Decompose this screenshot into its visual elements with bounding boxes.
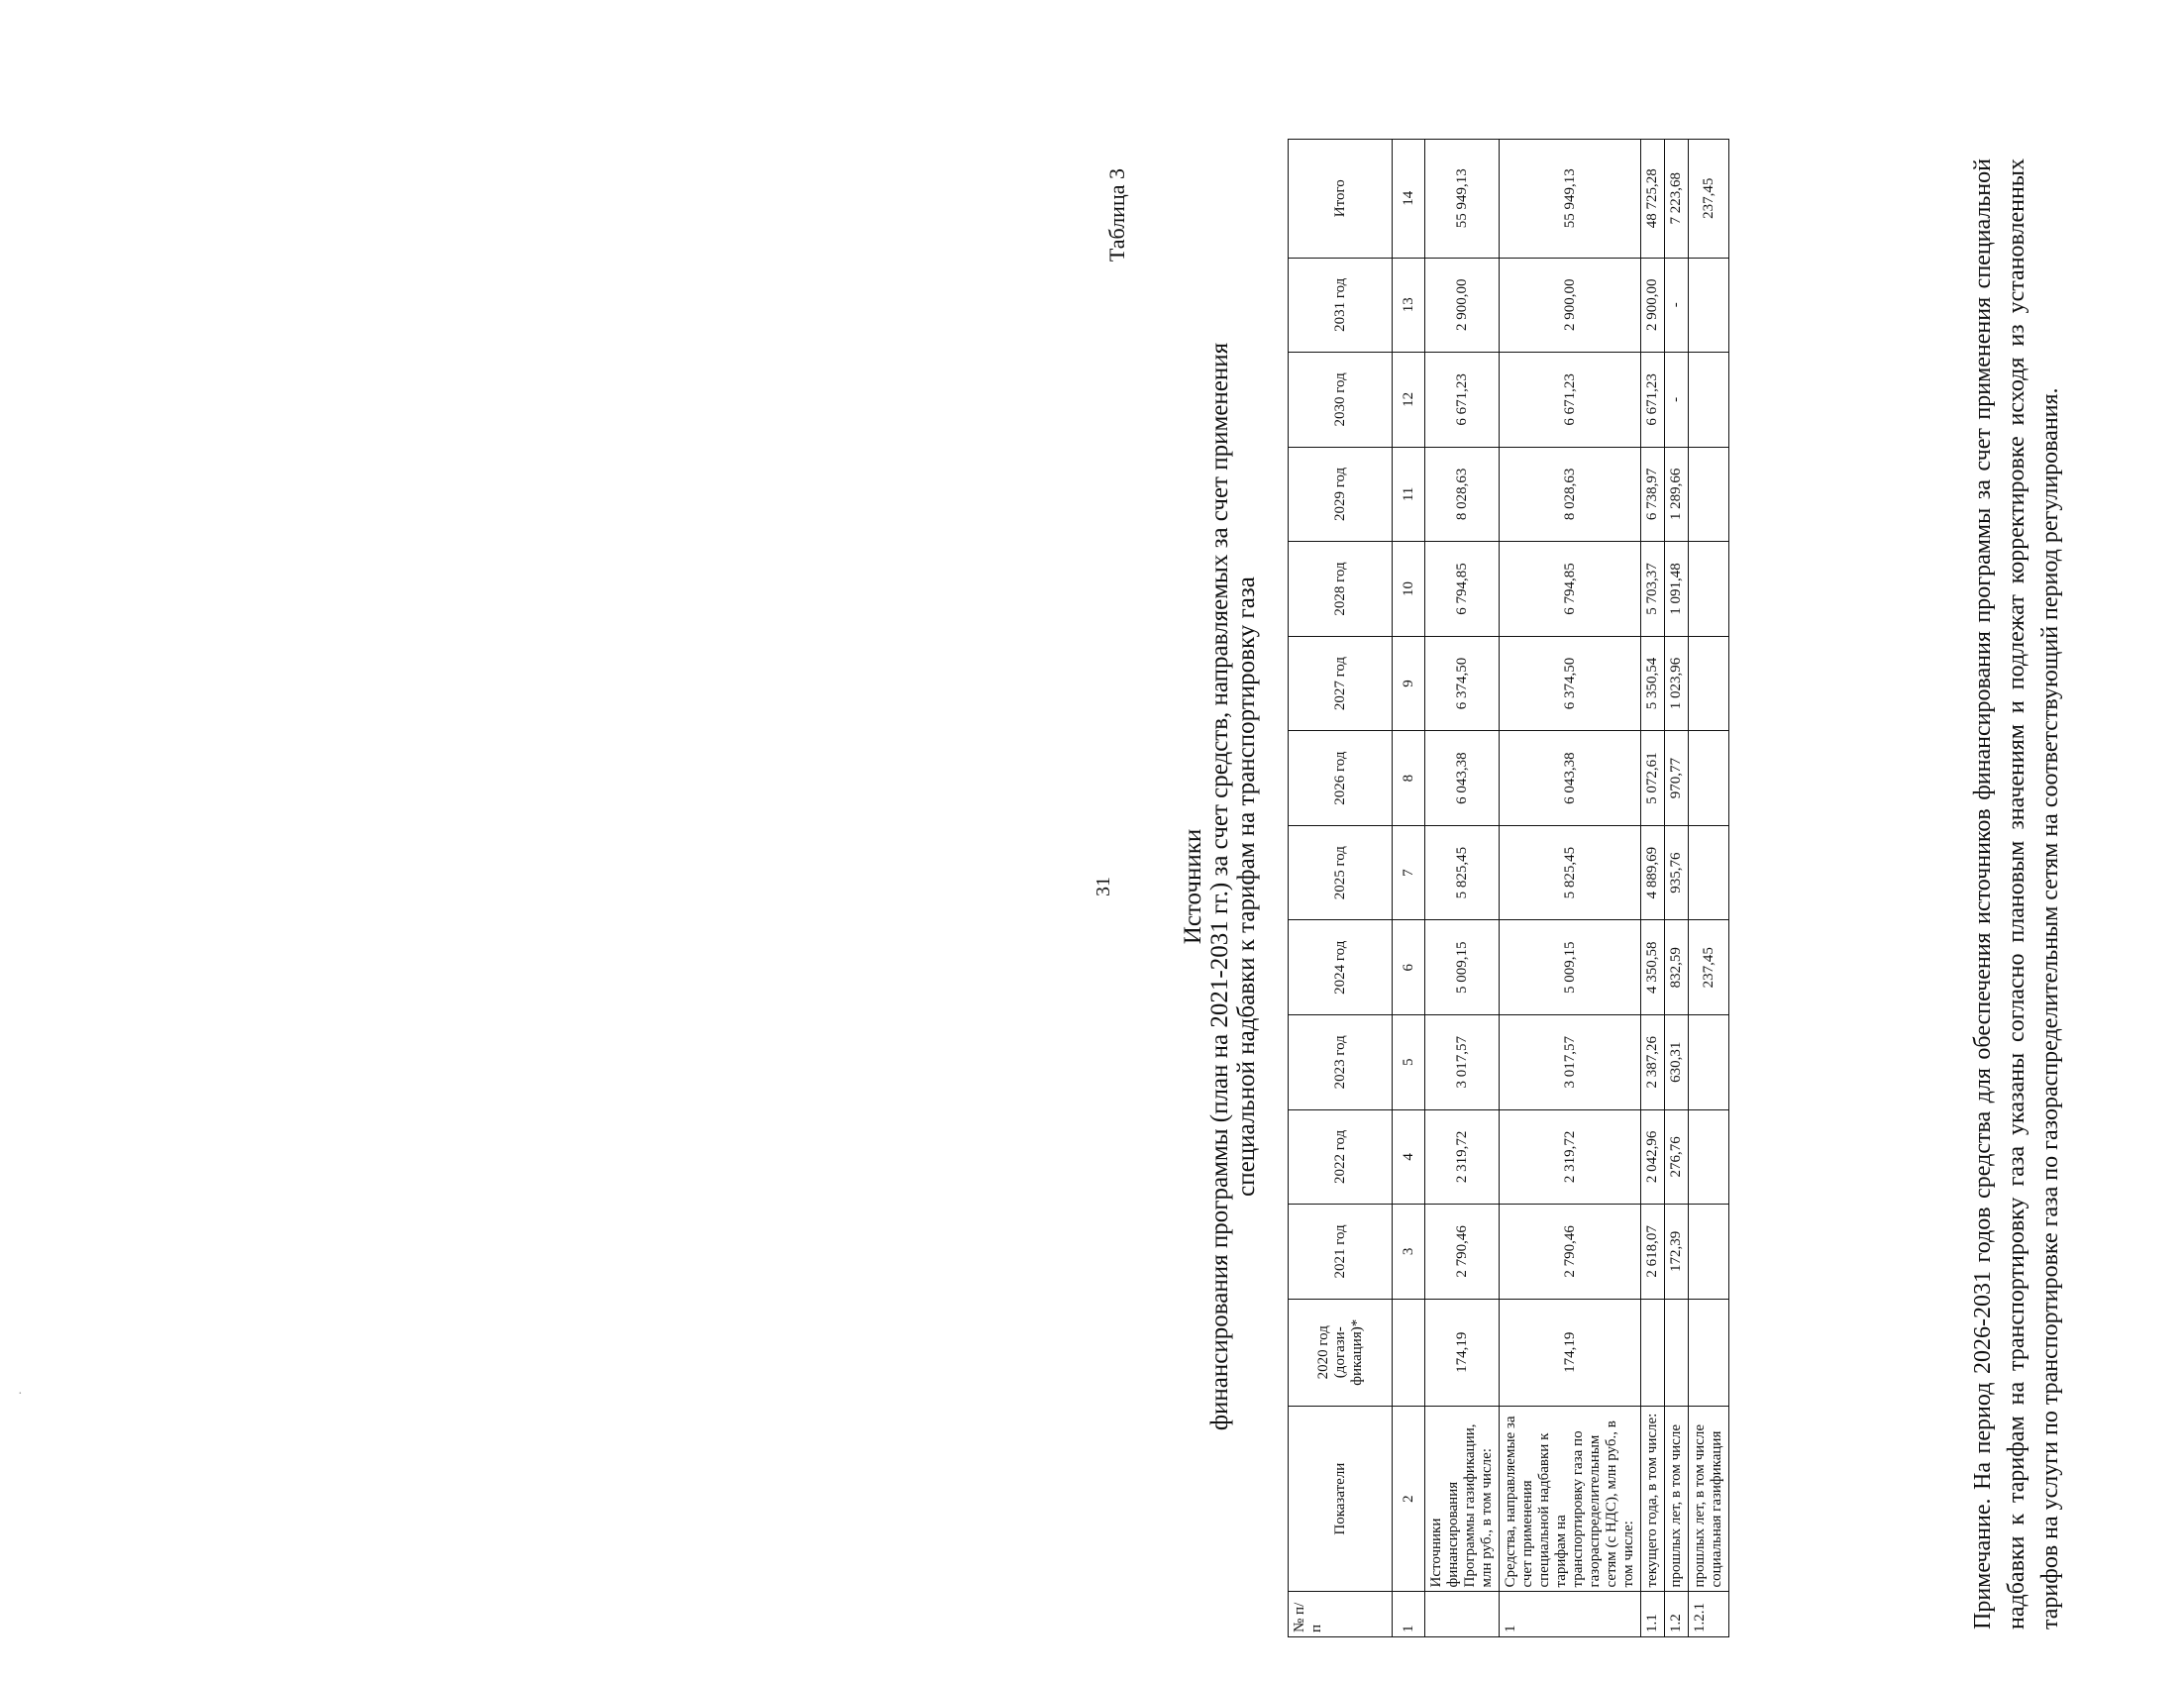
value-cell: 5 825,45 <box>1425 825 1500 920</box>
value-cell: 3 017,57 <box>1425 1015 1500 1110</box>
value-cell: 2 900,00 <box>1641 258 1665 353</box>
header-cell: 2027 год <box>1289 636 1393 731</box>
value-cell: 8 028,63 <box>1500 447 1641 542</box>
table-body <box>1393 140 1729 1637</box>
header-cell: 2023 год <box>1289 1015 1393 1110</box>
value-cell: 1 289,66 <box>1665 447 1689 542</box>
value-cell: - <box>1665 258 1689 353</box>
row-label-cell: текущего года, в том числе: <box>1641 1406 1665 1592</box>
row-number-cell: 1 <box>1500 1592 1641 1637</box>
column-number-cell: 1 <box>1393 1592 1425 1637</box>
value-cell <box>1689 447 1729 542</box>
row-number-cell: 1.2 <box>1665 1592 1689 1637</box>
scan-margin-mark: · <box>18 1387 23 1402</box>
header-cell: 2024 год <box>1289 920 1393 1015</box>
value-cell: 5 703,37 <box>1641 542 1665 637</box>
document-title <box>1180 193 1260 1580</box>
column-number-cell: 4 <box>1393 1109 1425 1205</box>
value-cell <box>1665 1299 1689 1406</box>
value-cell: 6 043,38 <box>1425 731 1500 826</box>
header-cell: 2025 год <box>1289 825 1393 920</box>
header-cell: 2029 год <box>1289 447 1393 542</box>
value-cell: 1 023,96 <box>1665 636 1689 731</box>
table-row <box>1665 140 1689 1637</box>
value-cell: 6 794,85 <box>1500 542 1641 637</box>
header-cell: 2028 год <box>1289 542 1393 637</box>
header-cell: 2031 год <box>1289 258 1393 353</box>
column-number-cell: 6 <box>1393 920 1425 1015</box>
value-cell: 2 319,72 <box>1500 1109 1641 1205</box>
value-cell: 55 949,13 <box>1425 140 1500 259</box>
value-cell: 5 009,15 <box>1425 920 1500 1015</box>
value-cell: 2 790,46 <box>1425 1205 1500 1300</box>
value-cell: 935,76 <box>1665 825 1689 920</box>
value-cell <box>1689 1015 1729 1110</box>
column-number-cell: 13 <box>1393 258 1425 353</box>
table-row <box>1641 140 1665 1637</box>
table-row <box>1500 140 1641 1637</box>
value-cell: 2 900,00 <box>1425 258 1500 353</box>
value-cell: 6 374,50 <box>1425 636 1500 731</box>
header-cell: 2030 год <box>1289 353 1393 448</box>
value-cell: - <box>1665 353 1689 448</box>
value-cell <box>1689 542 1729 637</box>
value-cell: 5 350,54 <box>1641 636 1665 731</box>
column-number-cell: 10 <box>1393 542 1425 637</box>
column-number-cell <box>1393 1299 1425 1406</box>
funding-table <box>1288 139 1729 1637</box>
value-cell <box>1689 731 1729 826</box>
row-label-cell: прошлых лет, в том числе социальная газификация <box>1689 1406 1729 1592</box>
value-cell: 2 618,07 <box>1641 1205 1665 1300</box>
value-cell: 6 043,38 <box>1500 731 1641 826</box>
header-cell: 2022 год <box>1289 1109 1393 1205</box>
header-cell: Показатели <box>1289 1406 1393 1592</box>
column-number-cell: 7 <box>1393 825 1425 920</box>
row-label-cell: Средства, направляемые за счет применения специальной надбавки к тарифам на транспортировку газа по газораспределительным сетям (с НДС), млн руб., в том числе: <box>1500 1406 1641 1592</box>
row-label-cell: Источники финансирования Программы газификации, млн руб., в том числе: <box>1425 1406 1500 1592</box>
value-cell: 3 017,57 <box>1500 1015 1641 1110</box>
header-cell: № п/п <box>1289 1592 1393 1637</box>
table-row <box>1425 140 1500 1637</box>
value-cell <box>1689 1205 1729 1300</box>
value-cell: 6 671,23 <box>1641 353 1665 448</box>
value-cell: 5 825,45 <box>1500 825 1641 920</box>
header-cell: 2021 год <box>1289 1205 1393 1300</box>
value-cell: 6 671,23 <box>1500 353 1641 448</box>
header-cell: Итого <box>1289 140 1393 259</box>
value-cell: 6 374,50 <box>1500 636 1641 731</box>
row-number-cell: 1.2.1 <box>1689 1592 1729 1637</box>
value-cell <box>1689 636 1729 731</box>
value-cell <box>1689 353 1729 448</box>
page-number: 31 <box>1092 877 1114 896</box>
column-number-cell: 2 <box>1393 1406 1425 1592</box>
value-cell: 5 009,15 <box>1500 920 1641 1015</box>
value-cell <box>1689 825 1729 920</box>
row-number-cell <box>1425 1592 1500 1637</box>
value-cell: 8 028,63 <box>1425 447 1500 542</box>
column-number-cell: 12 <box>1393 353 1425 448</box>
value-cell: 172,39 <box>1665 1205 1689 1300</box>
value-cell <box>1689 1299 1729 1406</box>
value-cell: 970,77 <box>1665 731 1689 826</box>
value-cell: 174,19 <box>1500 1299 1641 1406</box>
value-cell: 630,31 <box>1665 1015 1689 1110</box>
value-cell: 6 671,23 <box>1425 353 1500 448</box>
title-line-3: специальной надбавки к тарифам на транспортировку газа <box>1233 577 1260 1197</box>
value-cell: 4 889,69 <box>1641 825 1665 920</box>
column-number-cell: 5 <box>1393 1015 1425 1110</box>
rotated-page <box>1085 114 2184 1659</box>
column-number-cell: 8 <box>1393 731 1425 826</box>
value-cell: 2 319,72 <box>1425 1109 1500 1205</box>
column-number-cell: 9 <box>1393 636 1425 731</box>
value-cell: 7 223,68 <box>1665 140 1689 259</box>
table-note: Примечание. На период 2026-2031 годов средства для обеспечения источников финансирования программы за счет применения специальной надбавки к тарифам на транспортировку газа указаны согласно плановым значениям и подлежат корректировке исходя из установленных тарифов на услуги по транспортировке газа по газораспределительным сетям на соответствующий период регулирования. <box>1970 158 2063 1629</box>
value-cell: 2 900,00 <box>1500 258 1641 353</box>
table-row <box>1689 140 1729 1637</box>
row-number-cell: 1.1 <box>1641 1592 1665 1637</box>
value-cell: 237,45 <box>1689 920 1729 1015</box>
value-cell <box>1641 1299 1665 1406</box>
value-cell: 55 949,13 <box>1500 140 1641 259</box>
value-cell: 4 350,58 <box>1641 920 1665 1015</box>
value-cell: 237,45 <box>1689 140 1729 259</box>
header-cell: 2026 год <box>1289 731 1393 826</box>
title-line-2: финансирования программы (план на 2021-2031 гг.) за счет средств, направляемых за счет применения <box>1206 342 1233 1431</box>
value-cell <box>1689 1109 1729 1205</box>
value-cell <box>1689 258 1729 353</box>
column-number-cell: 11 <box>1393 447 1425 542</box>
row-label-cell: прошлых лет, в том числе <box>1665 1406 1689 1592</box>
table-header-row <box>1289 140 1393 1637</box>
table-label: Таблица 3 <box>1104 168 1129 263</box>
column-number-cell: 14 <box>1393 140 1425 259</box>
value-cell: 6 738,97 <box>1641 447 1665 542</box>
column-number-row <box>1393 140 1425 1637</box>
value-cell: 5 072,61 <box>1641 731 1665 826</box>
value-cell: 832,59 <box>1665 920 1689 1015</box>
value-cell: 2 790,46 <box>1500 1205 1641 1300</box>
title-line-1: Источники <box>1180 828 1206 945</box>
value-cell: 276,76 <box>1665 1109 1689 1205</box>
header-cell: 2020 год (догази-фикация)* <box>1289 1299 1393 1406</box>
column-number-cell: 3 <box>1393 1205 1425 1300</box>
value-cell: 6 794,85 <box>1425 542 1500 637</box>
value-cell: 48 725,28 <box>1641 140 1665 259</box>
value-cell: 2 042,96 <box>1641 1109 1665 1205</box>
value-cell: 174,19 <box>1425 1299 1500 1406</box>
value-cell: 2 387,26 <box>1641 1015 1665 1110</box>
value-cell: 1 091,48 <box>1665 542 1689 637</box>
